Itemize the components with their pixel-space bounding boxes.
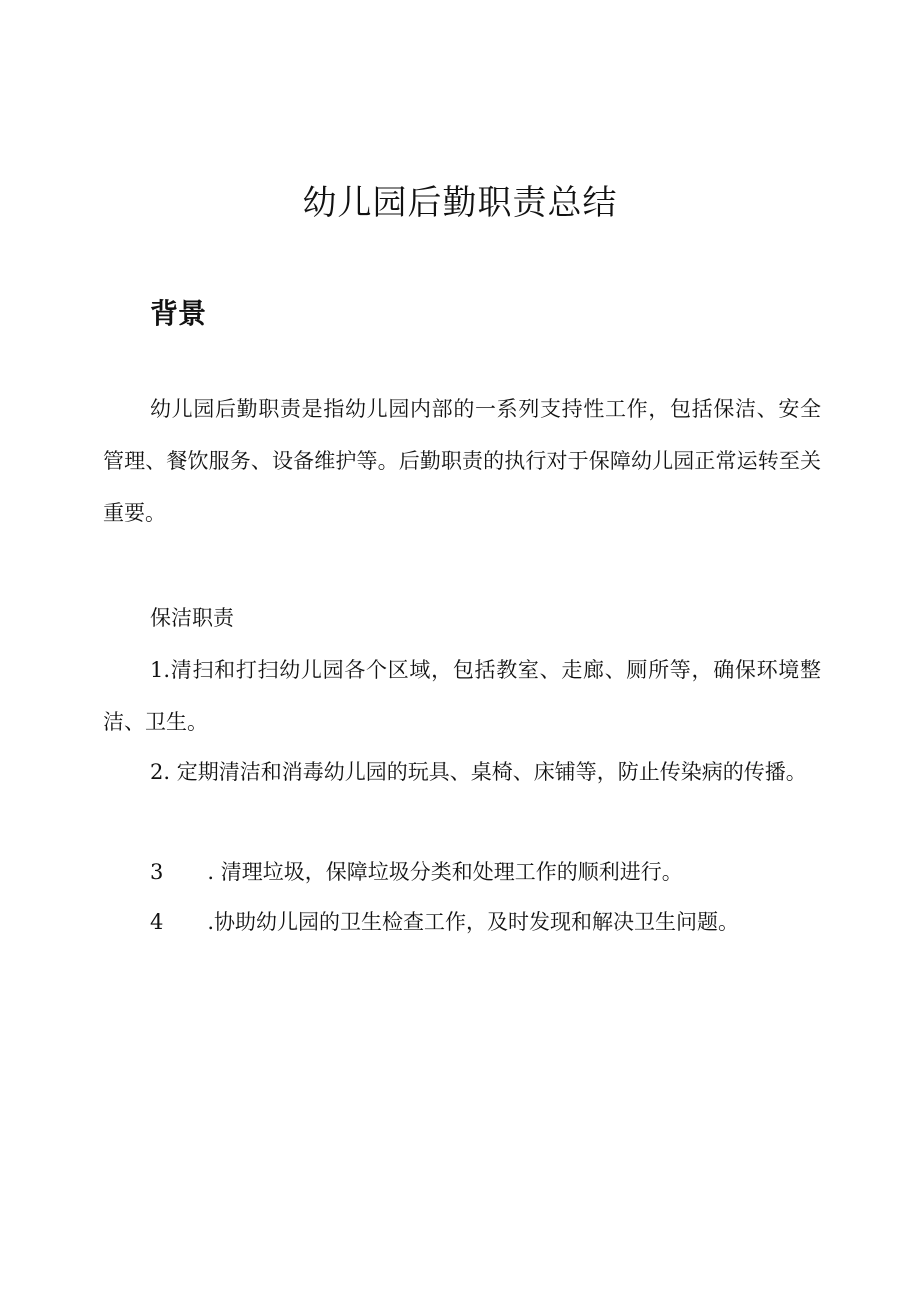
intro-paragraph: 幼儿园后勤职责是指幼儿园内部的一系列支持性工作，包括保洁、安全管理、餐饮服务、设备维护等。后勤职责的执行对于保障幼儿园正常运转至关重要。: [103, 397, 821, 525]
list-item-text: . 定期清洁和消毒幼儿园的玩具、桌椅、床铺等，防止传染病的传播。: [163, 760, 807, 784]
list-item-text: . 清理垃圾，保障垃圾分类和处理工作的顺利进行。: [207, 860, 683, 884]
list-item: [103, 896, 821, 948]
list-item-text: 清扫和打扫幼儿园各个区域，包括教室、走廊、厕所等，确保环境整洁、卫生。: [103, 658, 821, 734]
list-item-number: 3: [150, 860, 164, 884]
list-item: [103, 644, 821, 748]
list-item-number: 1.: [150, 658, 171, 682]
document-title: 幼儿园后勤职责总结: [302, 183, 618, 223]
list-item: [103, 746, 821, 798]
list-item: [103, 846, 821, 898]
list-item-number: 4: [150, 910, 164, 934]
list-item-number: 2: [150, 760, 164, 784]
cleaning-section-label: 保洁职责: [150, 606, 234, 630]
list-item-text: .协助幼儿园的卫生检查工作，及时发现和解决卫生问题。: [207, 910, 740, 934]
background-heading: 背景: [150, 297, 207, 330]
